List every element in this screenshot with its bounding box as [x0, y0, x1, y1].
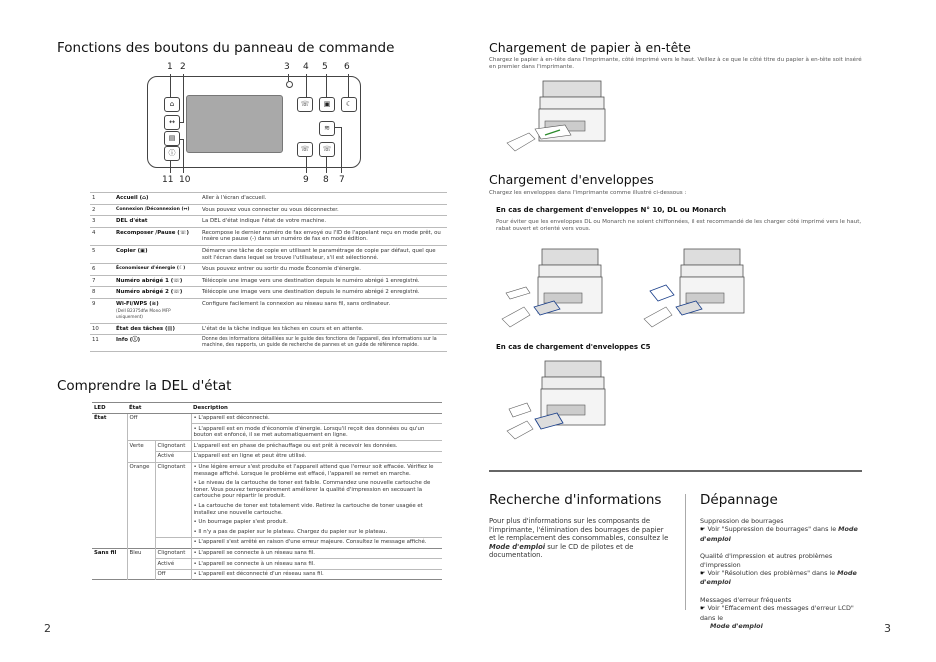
control-panel-diagram [145, 62, 375, 192]
home-icon: ⌂ [142, 195, 146, 201]
table-row: 3 DEL d'état La DEL d'état indique l'état de votre machine. [90, 216, 447, 228]
info-icon: ⓘ [132, 337, 138, 344]
table-row: 1 Accueil (⌂) Aller à l'écran d'accueil. [90, 193, 447, 205]
table-row: • Il n'y a pas de papier sur le plateau. Chargez du papier sur le plateau. [92, 527, 442, 537]
redial-icon: ☏ [300, 100, 310, 108]
leader-line [341, 127, 342, 173]
table-row: Activé L'appareil est en ligne et peut être utilisé. [92, 451, 442, 462]
moon-icon: ☾ [345, 100, 353, 108]
speed-dial-1-button[interactable] [319, 142, 335, 157]
printer-envelope-monarch-illustration [640, 243, 750, 328]
callout-4: 4 [303, 62, 309, 72]
led-table [92, 402, 442, 580]
table-row: Activé • L'appareil se connecte à un réseau sans fil. [92, 559, 442, 570]
callout-10: 10 [179, 175, 191, 185]
table-row: État Off • L'appareil est déconnecté. [92, 413, 442, 424]
job-status-button[interactable] [164, 131, 180, 146]
page-number-left: 2 [44, 622, 51, 635]
table-row: • La cartouche de toner est totalement vide. Retirez la cartouche de toner usagée et installez une nouvelle cartouche. [92, 502, 442, 518]
callout-5: 5 [322, 62, 328, 72]
pointing-hand-icon: ☛ [700, 605, 706, 613]
table-row: • L'appareil est en mode d'économie d'énergie. Lorsqu'il reçoit des données ou qu'un bouton est enfoncé, il se met automatiquement en ligne. [92, 424, 442, 441]
pointing-hand-icon: ☛ [700, 526, 706, 534]
control-panel-title: Fonctions des boutons du panneau de commande [57, 40, 395, 56]
column-divider [685, 494, 686, 610]
login-button[interactable] [164, 115, 180, 130]
leader-line [288, 74, 289, 81]
page-number-right: 3 [884, 622, 891, 635]
callout-6: 6 [344, 62, 350, 72]
redial-pause-button[interactable] [297, 97, 313, 112]
moon-icon: ☾ [178, 266, 184, 272]
table-row: 6 Économiseur d'énergie (☾) Vous pouvez entrer ou sortir du mode Économie d'énergie. [90, 264, 447, 276]
leader-line [179, 139, 184, 140]
job-status-icon: ▤ [168, 134, 176, 142]
table-row: 10 État des tâches (▤) L'état de la tâche indique les tâches en cours et en attente. [90, 323, 447, 335]
lcd-display [186, 95, 283, 153]
button-table [90, 192, 447, 352]
wifi-wps-button[interactable] [319, 121, 335, 136]
envelope-subtitle-1-text: Pour éviter que les enveloppes DL ou Monarch ne soient chiffonnées, il est recommandé de les charger côté imprimé vers le haut, rabat ouvert et orienté vers vous. [496, 219, 862, 232]
wifi-icon: ≋ [151, 300, 157, 307]
letterhead-text: Chargez le papier à en-tête dans l'imprimante, côté imprimé vers le haut. Veillez à ce que le côté titre du papier à en-tête soit inséré en premier dans l'imprimante. [489, 57, 862, 70]
printer-letterhead-illustration [505, 75, 615, 155]
pointing-hand-icon: ☛ [700, 570, 706, 578]
troubleshooting-title: Dépannage [700, 492, 778, 508]
info-text: Pour plus d'informations sur les composants de l'imprimante, l'élimination des bourrages de papier et le remplacement des consommables, consultez le Mode d'emploi sur le CD de pilotes et de documentation. [489, 517, 669, 560]
speed-dial-2-icon: ☏ [300, 145, 310, 153]
leader-line [170, 160, 171, 173]
copy-icon: ▣ [140, 247, 146, 254]
printer-envelope-dl-illustration [498, 243, 608, 328]
printer-envelope-c5-illustration [505, 355, 615, 440]
table-header: LED État Description [92, 403, 442, 414]
wifi-icon: ≋ [324, 124, 330, 132]
leader-line [348, 74, 349, 97]
section-divider [489, 470, 862, 472]
leader-line [306, 156, 307, 173]
info-icon: ⓘ [168, 149, 176, 157]
leader-line [179, 122, 184, 123]
info-button[interactable] [164, 146, 180, 161]
leader-line [170, 74, 171, 98]
login-icon: ↔ [169, 118, 175, 126]
table-row: Sans fil Bleu Clignotant • L'appareil se connecte à un réseau sans fil. [92, 548, 442, 559]
led-title: Comprendre la DEL d'état [57, 378, 232, 394]
home-button[interactable] [164, 97, 180, 112]
list-item: Qualité d'impression et autres problèmes d'impression ☛ Voir "Résolution des problèmes" dans le Mode d'emploi [700, 552, 857, 587]
table-row: 11 Info (ⓘ) Donne des informations détaillées sur le guide des fonctions de l'appareil, des informations sur la machine, des rapports, un guide de recherche de pannes et un guide de référence rapide. [90, 335, 447, 352]
table-row: 8 Numéro abrégé 2 (☏) Télécopie une image vers une destination depuis le numéro abrégé 2 enregistré. [90, 287, 447, 299]
table-row: 5 Copier (▣) Démarre une tâche de copie en utilisant le paramétrage de copie par défaut, quel que soit l'écran dans lequel se trouve l'utilisateur, s'il est sélectionné. [90, 245, 447, 263]
callout-11: 11 [162, 175, 174, 185]
callout-7: 7 [339, 175, 345, 185]
callout-1: 1 [167, 62, 173, 72]
envelope-subtitle-2: En cas de chargement d'enveloppes C5 [496, 343, 651, 351]
copy-icon: ▣ [323, 100, 331, 108]
envelope-subtitle-1: En cas de chargement d'enveloppes N° 10, DL ou Monarch [496, 206, 727, 214]
leader-line [334, 127, 341, 128]
status-led [286, 81, 293, 88]
table-row: • Un bourrage papier s'est produit. [92, 518, 442, 528]
leader-line [326, 156, 327, 173]
envelope-text: Chargez les enveloppes dans l'imprimante comme illustré ci-dessous : [489, 190, 687, 196]
table-row: 4 Recomposer /Pause (☏) Recompose le dernier numéro de fax envoyé ou l'ID de l'appelant reçu en mode prêt, ou insère une pause (-) dans un numéro de fax en mode édition. [90, 227, 447, 245]
table-row: 9 Wi-Fi/WPS (≋) (Dell B2375dfw Mono MFP uniquement) Configure facilement la connexion au réseau sans fil, sans ordinateur. [90, 298, 447, 323]
callout-9: 9 [303, 175, 309, 185]
table-row: Orange Clignotant • Une légère erreur s'est produite et l'appareil attend que l'erreur soit effacée. Vérifiez le message affiché. Lorsque le problème est effacé, l'appareil se remet en marche. [92, 462, 442, 479]
login-icon: ↔ [183, 206, 188, 212]
home-icon: ⌂ [169, 100, 175, 108]
redial-icon: ☏ [179, 229, 187, 236]
callout-3: 3 [284, 62, 290, 72]
table-row: 2 Connexion /Déconnexion (↔) Vous pouvez vous connecter ou vous déconnecter. [90, 204, 447, 216]
leader-line [183, 74, 184, 122]
troubleshooting-list [700, 517, 870, 630]
table-row: • Le niveau de la cartouche de toner est faible. Commandez une nouvelle cartouche de toner. Vous pouvez temporairement améliorer la qualité d'impression en secouant la cartouche pour répartir le produit. [92, 479, 442, 502]
info-title: Recherche d'informations [489, 492, 662, 508]
table-row: Verte Clignotant L'appareil est en phase de préchauffage ou est prêt à recevoir les données. [92, 441, 442, 452]
speed-dial-icon: ☏ [173, 277, 180, 284]
envelope-title: Chargement d'enveloppes [489, 172, 654, 187]
letterhead-title: Chargement de papier à en-tête [489, 40, 691, 55]
table-row: • L'appareil s'est arrêté en raison d'une erreur majeure. Consultez le message affiché. [92, 537, 442, 548]
job-status-icon: ▤ [167, 325, 173, 332]
speed-dial-1-icon: ☏ [322, 145, 332, 153]
leader-line [326, 74, 327, 97]
leader-line [306, 74, 307, 97]
speed-dial-icon: ☏ [173, 289, 180, 296]
callout-2: 2 [180, 62, 186, 72]
table-row: 7 Numéro abrégé 1 (☏) Télécopie une image vers une destination depuis le numéro abrégé 1 enregistré. [90, 275, 447, 287]
speed-dial-2-button[interactable] [297, 142, 313, 157]
list-item: Suppression de bourrages ☛ Voir "Suppression de bourrages" dans le Mode d'emploi [700, 517, 858, 543]
callout-8: 8 [323, 175, 329, 185]
leader-line [183, 139, 184, 173]
table-row: Off • L'appareil est déconnecté d'un réseau sans fil. [92, 569, 442, 580]
power-saver-button[interactable] [341, 97, 357, 112]
copy-button[interactable] [319, 97, 335, 112]
list-item: Messages d'erreur fréquents ☛ Voir "Effacement des messages d'erreur LCD" dans le Mode d'emploi [700, 595, 854, 631]
